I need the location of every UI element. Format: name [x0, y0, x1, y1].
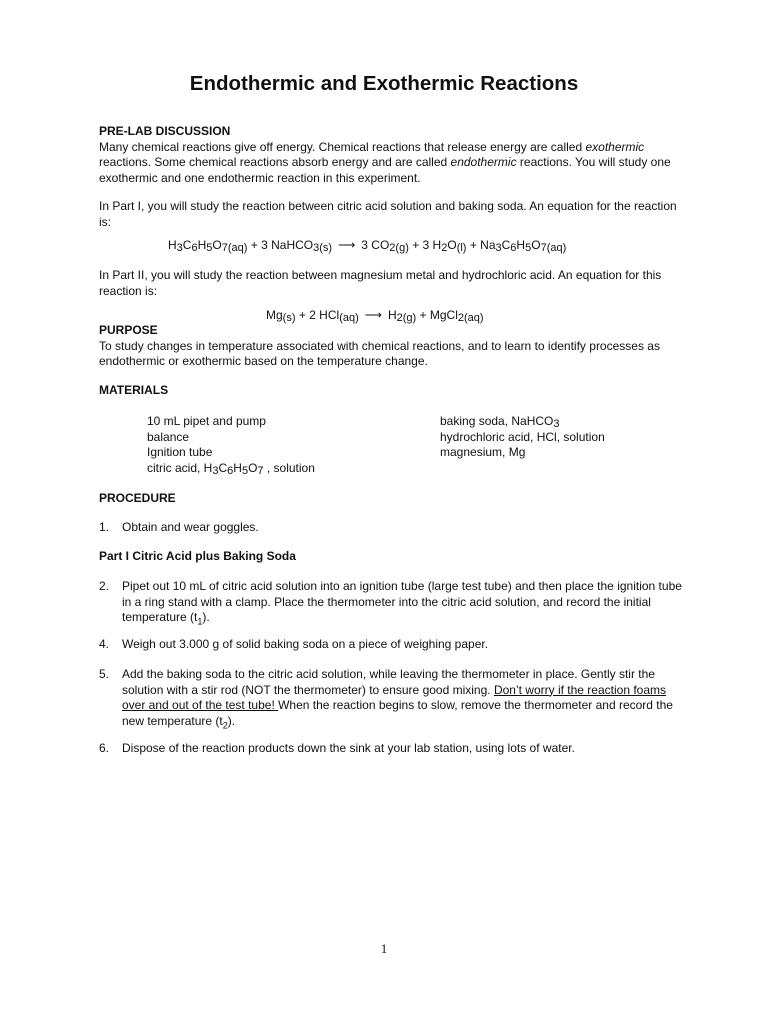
part1-heading: Part I Citric Acid plus Baking Soda [99, 549, 296, 563]
purpose-section [99, 323, 679, 370]
page-title: Endothermic and Exothermic Reactions [189, 72, 579, 95]
materials-right-list [440, 414, 605, 461]
prelab-text: reactions. Some chemical reactions absorb energy and are called [99, 155, 451, 169]
step-text: Pipet out 10 mL of citric acid solution into an ignition tube (large test tube) and then place the ignition tube in a ring stand with a clamp. Place the thermometer into the citric acid solution, and record the initial temperature $(t_1)$. [122, 579, 682, 627]
step-text: Dispose of the reaction products down the sink at your lab station, using lots of water. [122, 741, 575, 755]
material-item: Ignition tube [147, 445, 213, 459]
reaction-arrow-icon: ⟶ [364, 308, 382, 322]
prelab-text: reactions. You will study one exothermic and one endothermic reaction in this experiment. [99, 155, 671, 185]
step-number: 4. [99, 637, 110, 651]
material-item: hydrochloric acid, HCl, solution [440, 429, 605, 444]
exothermic-term: exothermic [585, 139, 645, 154]
material-item-citric-acid: citric acid, $H_3C_6H_5O_7$ , solution [147, 460, 315, 477]
endothermic-term: endothermic [450, 155, 517, 169]
material-item: 10 mL pipet and pump [147, 414, 266, 428]
equation-magnesium-hcl: $Mg_{(s)} + 2$ HCl$_{(aq)}$ ⟶ $H_{2(g)}$ + MgCl$_{2(aq)}$ [266, 308, 484, 324]
purpose-text: To study changes in temperature associated with chemical reactions, and to learn to identify processes as endothermic or exothermic based on the temperature change. [99, 338, 660, 368]
purpose-heading: PURPOSE [99, 323, 158, 337]
material-item: magnesium, Mg [440, 445, 526, 459]
prelab-heading: PRE-LAB DISCUSSION [99, 124, 231, 138]
prelab-section [99, 124, 679, 186]
step-number: 1. [99, 520, 110, 534]
procedure-heading: PROCEDURE [99, 491, 176, 505]
prelab-paragraph-2: In Part I, you will study the reaction between citric acid solution and baking soda. An equation for the reaction is: [99, 199, 677, 229]
step-number: 5. [99, 667, 110, 681]
reaction-arrow-icon: ⟶ [338, 238, 356, 252]
prelab-paragraph-1 [99, 140, 679, 187]
materials-heading: MATERIALS [99, 383, 169, 397]
step-number: 2. [99, 579, 110, 593]
materials-left-list [147, 414, 315, 476]
step-text: Add the baking soda to the citric acid solution, while leaving the thermometer in place. Gently stir the solution with a stir rod (NOT the thermometer) to ensure good mixing. Don’t worry if the reaction foams over and out of the test tube! When the reaction begins to slow, remove the thermometer and record the new temperature $(t_2)$. [122, 667, 673, 730]
step-text: Obtain and wear goggles. [122, 520, 259, 534]
step-text: Weigh out 3.000 g of solid baking soda on a piece of weighing paper. [122, 637, 489, 651]
prelab-paragraph-3: In Part II, you will study the reaction between magnesium metal and hydrochloric acid. An equation for this reaction is: [99, 268, 662, 298]
page-number: 1 [380, 941, 388, 956]
material-item: balance [147, 429, 190, 444]
step-number: 6. [99, 741, 110, 755]
material-item-baking-soda: baking soda, NaHCO$_3$ [440, 414, 560, 430]
equation-citric-baking-soda: $H_3C_6H_5O_{7(aq)} + 3$ NaHCO$_{3(s)}$ ⟶ 3 $CO_{2(g)} + 3$ $H_2O_{(l)} + Na_3C_6H_5O_{7(aq)}$ [168, 238, 567, 254]
warning-underlined-text: Don’t worry if the reaction foams over and out of the test tube! [122, 682, 667, 712]
prelab-text: Many chemical reactions give off energy. Chemical reactions that release energy are called [99, 139, 586, 154]
